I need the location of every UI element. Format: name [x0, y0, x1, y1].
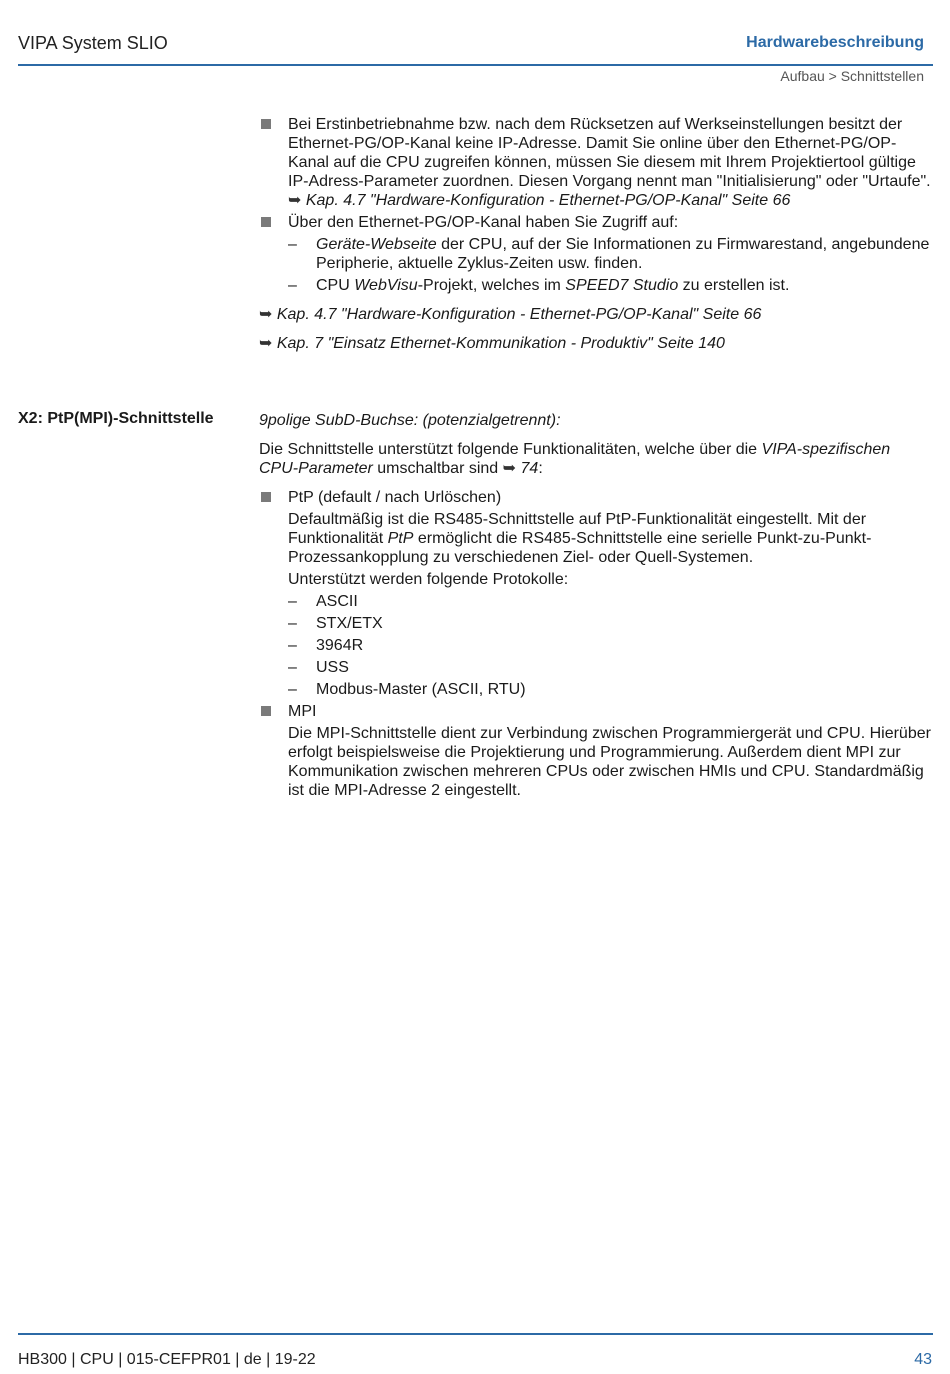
term-italic: PtP	[387, 530, 414, 547]
dash-marker: –	[288, 236, 297, 253]
cross-reference-link[interactable]: Kap. 4.7 "Hardware-Konfiguration - Ethernet-PG/OP-Kanal" Seite 66	[305, 192, 791, 209]
protocol-name: STX/ETX	[316, 615, 383, 632]
document-title: VIPA System SLIO	[18, 33, 168, 53]
term-italic: SPEED7 Studio	[565, 277, 679, 294]
term-italic: Geräte-Webseite	[316, 236, 437, 253]
header-divider	[18, 64, 933, 66]
intro-text: Die Schnittstelle unterstützt folgende Funktionalitäten, welche über die	[259, 441, 762, 458]
protocol-item	[259, 658, 931, 677]
section-label: X2: PtP(MPI)-Schnittstelle	[18, 410, 214, 427]
protocol-name: ASCII	[316, 593, 358, 610]
reference-arrow-icon: ➥	[259, 306, 273, 323]
protocol-name: USS	[316, 659, 349, 676]
protocol-name: Modbus-Master (ASCII, RTU)	[316, 681, 526, 698]
protocols-intro: Unterstützt werden folgende Protokolle:	[288, 571, 569, 588]
sub-list-item	[259, 235, 931, 273]
square-bullet-icon	[261, 119, 271, 129]
sub-item-text: der CPU, auf der Sie Informationen zu Firmwarestand, angebundene Peripherie, aktuelle Zyklus-Zeiten usw. finden.	[316, 236, 930, 272]
list-item	[259, 213, 931, 232]
mpi-description: Die MPI-Schnittstelle dient zur Verbindung zwischen Programmiergerät und CPU. Hierüber erfolgt beispielsweise die Projektierung und Programmierung. Außerdem dient MPI zur Kommunikation zwischen mehreren CPUs oder zwischen HMIs und CPU. Standardmäßig ist die MPI-Adresse 2 eingestellt.	[288, 725, 931, 799]
protocol-name: 3964R	[316, 637, 364, 654]
sub-item-text: zu erstellen ist.	[678, 277, 790, 294]
description-text: ermöglicht die RS485-Schnittstelle eine serielle Punkt-zu-Punkt-Prozessankopplung zu verschiedenen Ziel- oder Quell-Systemen.	[288, 530, 872, 566]
sub-item-text: -Projekt, welches im	[417, 277, 566, 294]
sub-list-item	[259, 276, 931, 295]
cross-reference-link[interactable]: Kap. 4.7 "Hardware-Konfiguration - Ethernet-PG/OP-Kanal" Seite 66	[276, 306, 762, 323]
intro-text: :	[538, 460, 543, 477]
intro-paragraph	[259, 440, 931, 478]
reference-line	[259, 305, 931, 324]
description-text: Defaultmäßig ist die RS485-Schnittstelle auf PtP-Funktionalität eingestellt. Mit der Funktionalität	[288, 511, 867, 547]
dash-marker: –	[288, 637, 297, 654]
footer-divider	[18, 1333, 933, 1335]
sub-item-text: CPU	[316, 277, 355, 294]
section-ptp-mpi	[259, 411, 931, 800]
page-reference-link[interactable]: 74	[520, 460, 539, 477]
footer-document-id: HB300 | CPU | 015-CEFPR01 | de | 19-22	[18, 1351, 316, 1368]
ptp-description	[259, 510, 931, 567]
section-subtitle	[259, 411, 931, 430]
square-bullet-icon	[261, 492, 271, 502]
section-ethernet	[259, 115, 931, 353]
term-italic: VIPA-spezifischen CPU-Parameter	[259, 441, 891, 477]
dash-marker: –	[288, 681, 297, 698]
list-item	[259, 488, 931, 507]
bullet-text: Über den Ethernet-PG/OP-Kanal haben Sie Zugriff auf:	[288, 214, 679, 231]
protocol-item	[259, 592, 931, 611]
breadcrumb: Aufbau > Schnittstellen	[780, 68, 924, 84]
cross-reference-link[interactable]: Kap. 7 "Einsatz Ethernet-Kommunikation - Produktiv" Seite 140	[276, 335, 725, 352]
subtitle-text: 9polige SubD-Buchse: (potenzialgetrennt):	[259, 412, 561, 429]
reference-arrow-icon: ➥	[288, 192, 302, 209]
protocol-item	[259, 614, 931, 633]
dash-marker: –	[288, 659, 297, 676]
term-italic: WebVisu	[354, 277, 418, 294]
bullet-title: MPI	[288, 703, 317, 720]
square-bullet-icon	[261, 217, 271, 227]
reference-arrow-icon: ➥	[502, 460, 517, 477]
dash-marker: –	[288, 593, 297, 610]
dash-marker: –	[288, 277, 297, 294]
list-item	[259, 115, 931, 210]
square-bullet-icon	[261, 706, 271, 716]
chapter-title: Hardwarebeschreibung	[746, 34, 924, 51]
dash-marker: –	[288, 615, 297, 632]
reference-line	[259, 334, 931, 353]
page-number: 43	[914, 1351, 932, 1368]
protocol-item	[259, 680, 931, 699]
bullet-title: PtP (default / nach Urlöschen)	[288, 489, 502, 506]
protocol-item	[259, 636, 931, 655]
list-item	[259, 702, 931, 721]
reference-arrow-icon: ➥	[259, 335, 273, 352]
intro-text: umschaltbar sind	[372, 460, 503, 477]
bullet-text: Bei Erstinbetriebnahme bzw. nach dem Rücksetzen auf Werkseinstellungen besitzt der Ethernet-PG/OP-Kanal keine IP-Adresse. Damit Sie online über den Ethernet-PG/OP-Kanal auf die CPU zugreifen können, müssen Sie diesem mit Ihrem Projektiertool gültige IP-Adress-Parameter zuordnen. Diesen Vorgang nennt man "Initialisierung" oder "Urtaufe".	[288, 116, 931, 190]
